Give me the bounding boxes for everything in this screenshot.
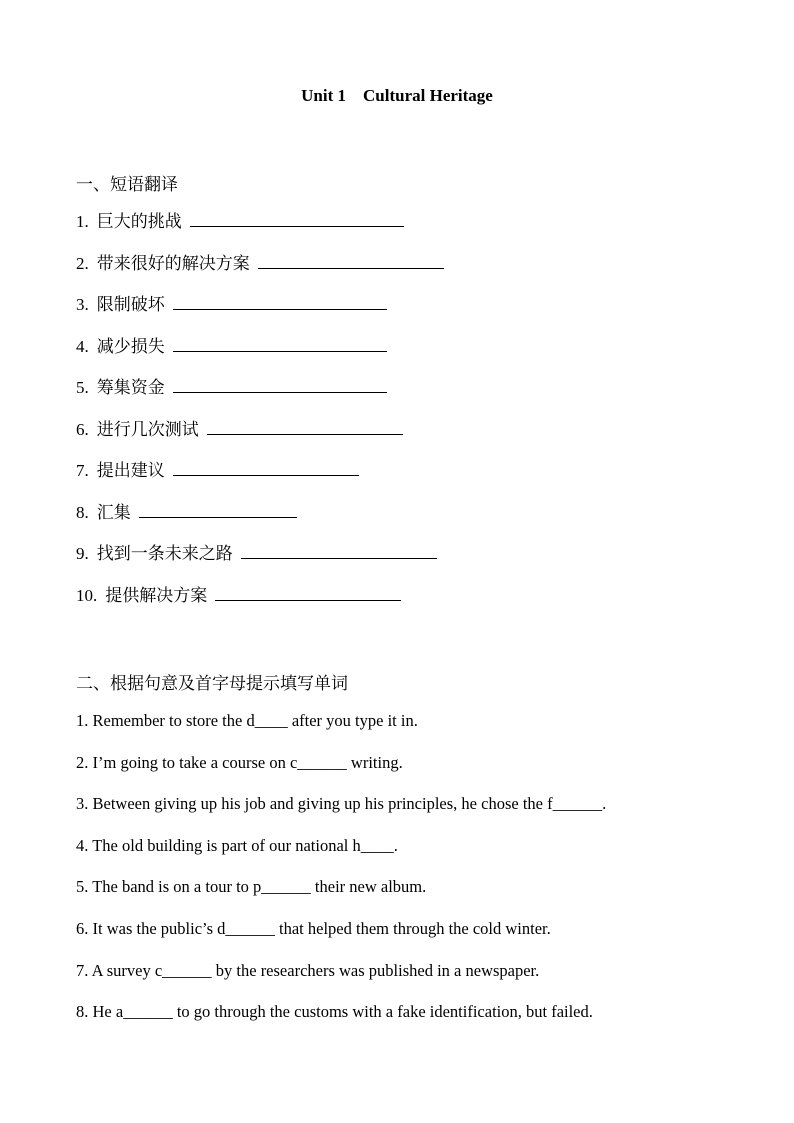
list-item: 7. A survey c______ by the researchers was published in a newspaper.: [76, 960, 540, 980]
list-item: [76, 540, 444, 582]
fill-in-sentence-list: [76, 709, 606, 1042]
answer-blank[interactable]: [173, 374, 387, 393]
list-item: [76, 582, 444, 624]
item-number: 6.: [76, 419, 89, 439]
answer-blank[interactable]: [173, 333, 387, 352]
item-number: 9.: [76, 544, 89, 563]
list-item: [76, 208, 444, 250]
phrase-text: 筹集资金: [96, 378, 165, 398]
answer-blank[interactable]: [258, 250, 444, 269]
phrase-text: 限制破坏: [96, 295, 165, 315]
phrase-text: 找到一条未来之路: [96, 544, 233, 564]
list-item: 8. He a______ to go through the customs with a fake identification, but failed.: [76, 1002, 593, 1022]
answer-blank[interactable]: [139, 499, 297, 518]
answer-blank[interactable]: [173, 457, 359, 476]
list-item: 4. The old building is part of our national h____.: [76, 835, 398, 855]
answer-blank[interactable]: [173, 291, 387, 310]
phrase-translation-list: [76, 208, 444, 623]
phrase-text: 带来很好的解决方案: [96, 253, 250, 274]
item-number: 8.: [76, 502, 89, 522]
list-item: 6. It was the public’s d______ that helped them through the cold winter.: [76, 918, 551, 938]
section-heading-fill-in-words: 二、根据句意及首字母提示填写单词: [76, 674, 348, 694]
list-item: [76, 499, 444, 541]
item-number: 7.: [76, 461, 89, 480]
item-number: 4.: [76, 336, 89, 356]
phrase-text: 汇集: [96, 502, 131, 523]
phrase-text: 进行几次测试: [96, 419, 199, 440]
list-item: 2. I’m going to take a course on c______ writing.: [76, 752, 403, 772]
phrase-text: 提出建议: [96, 461, 165, 481]
page-title: Unit 1 Cultural Heritage: [301, 86, 493, 105]
phrase-text: 提供解决方案: [105, 585, 208, 606]
item-number: 10.: [76, 585, 98, 605]
list-item: [76, 250, 444, 292]
list-item: 3. Between giving up his job and giving up his principles, he chose the f______.: [76, 794, 607, 814]
phrase-text: 巨大的挑战: [96, 212, 182, 232]
list-item: [76, 374, 444, 416]
phrase-text: 减少损失: [96, 336, 165, 357]
list-item: 5. The band is on a tour to p______ their new album.: [76, 877, 427, 897]
item-number: 3.: [76, 295, 89, 314]
answer-blank[interactable]: [207, 416, 403, 435]
answer-blank[interactable]: [241, 540, 437, 559]
item-number: 1.: [76, 212, 89, 231]
answer-blank[interactable]: [215, 582, 401, 601]
list-item: [76, 457, 444, 499]
item-number: 2.: [76, 253, 89, 273]
list-item: [76, 291, 444, 333]
list-item: [76, 333, 444, 375]
list-item: [76, 416, 444, 458]
list-item: 1. Remember to store the d____ after you type it in.: [76, 711, 418, 730]
answer-blank[interactable]: [190, 208, 404, 227]
section-heading-phrase-translation: 一、短语翻译: [76, 175, 178, 195]
item-number: 5.: [76, 378, 89, 397]
